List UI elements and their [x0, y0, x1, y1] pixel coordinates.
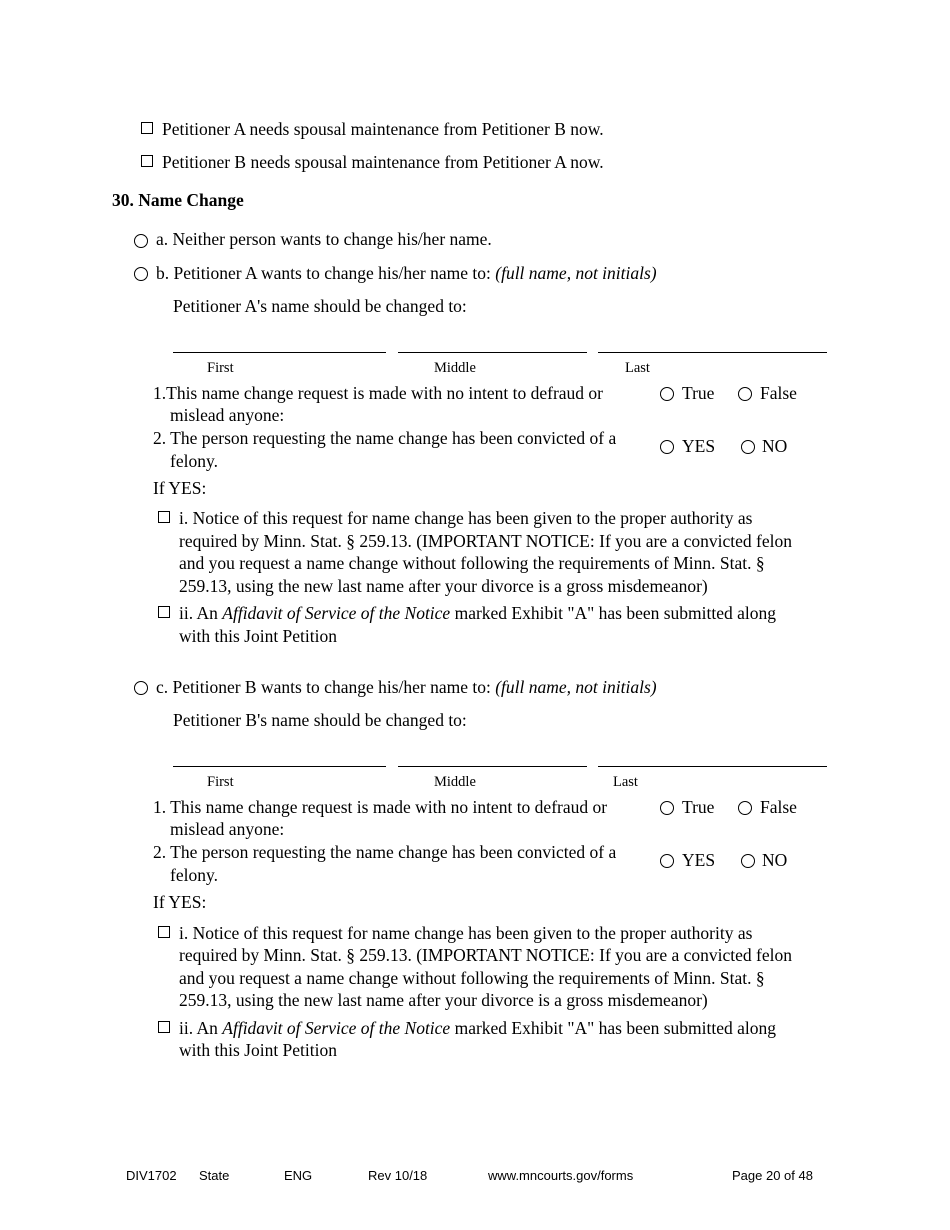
b-q2-yes-radio[interactable] [660, 854, 674, 868]
petitioner-b-first-field[interactable] [173, 766, 386, 767]
b-q1-false-radio[interactable] [738, 801, 752, 815]
b-affidavit-line1: ii. An Affidavit of Service of the Notice marked Exhibit "A" has been submitted along [179, 1018, 777, 1038]
footer-language: ENG [284, 1168, 313, 1183]
a-affidavit-checkbox[interactable] [158, 606, 170, 618]
option-c-radio[interactable] [134, 681, 148, 695]
maintenance-a-checkbox[interactable] [141, 122, 153, 134]
b-q1-true-radio[interactable] [660, 801, 674, 815]
option-a-radio[interactable] [134, 234, 148, 248]
b-affidavit-checkbox[interactable] [158, 1021, 170, 1033]
b-notice-checkbox[interactable] [158, 926, 170, 938]
name-change-heading: 30. Name Change [112, 190, 244, 210]
a-notice-line2: required by Minn. Stat. § 259.13. (IMPORTANT NOTICE: If you are a convicted felon [179, 531, 793, 551]
a-q2-no-label: NO [762, 436, 788, 456]
a-affidavit-line1: ii. An Affidavit of Service of the Notice marked Exhibit "A" has been submitted along [179, 603, 777, 623]
a-q2-yes-label: YES [682, 436, 716, 456]
footer-page-number: Page 20 of 48 [732, 1168, 813, 1183]
b-q1-false-label: False [760, 797, 797, 817]
b-notice-line4: 259.13, using the new last name after your divorce is a gross misdemeanor) [179, 990, 708, 1010]
a-if-yes-label: If YES: [153, 478, 207, 498]
footer-state: State [199, 1168, 230, 1183]
b-q2-line2: felony. [170, 865, 218, 885]
b-q1-line1: 1. This name change request is made with no intent to defraud or [153, 797, 608, 817]
b-q1-true-label: True [682, 797, 715, 817]
b-q2-yes-label: YES [682, 850, 716, 870]
petitioner-a-last-field[interactable] [598, 352, 827, 353]
petitioner-a-middle-field[interactable] [398, 352, 587, 353]
b-notice-line2: required by Minn. Stat. § 259.13. (IMPORTANT NOTICE: If you are a convicted felon [179, 945, 793, 965]
a-q2-yes-radio[interactable] [660, 440, 674, 454]
option-c-label: c. Petitioner B wants to change his/her name to: (full name, not initials) [156, 677, 657, 697]
maintenance-b-label: Petitioner B needs spousal maintenance from Petitioner A now. [162, 152, 604, 172]
b-notice-line3: and you request a name change without following the requirements of Minn. Stat. § [179, 968, 765, 988]
b-if-yes-label: If YES: [153, 892, 207, 912]
b-affidavit-line2: with this Joint Petition [179, 1040, 338, 1060]
maintenance-a-label: Petitioner A needs spousal maintenance from Petitioner B now. [162, 119, 604, 139]
a-q1-line1: 1.This name change request is made with no intent to defraud or [153, 383, 604, 403]
last-label: Last [625, 360, 650, 376]
a-q2-line1: 2. The person requesting the name change has been convicted of a [153, 428, 617, 448]
b-notice-line1: i. Notice of this request for name change has been given to the proper authority as [179, 923, 753, 943]
option-b-radio[interactable] [134, 267, 148, 281]
a-notice-line4: 259.13, using the new last name after your divorce is a gross misdemeanor) [179, 576, 708, 596]
a-q1-false-radio[interactable] [738, 387, 752, 401]
a-notice-checkbox[interactable] [158, 511, 170, 523]
a-notice-line3: and you request a name change without following the requirements of Minn. Stat. § [179, 553, 765, 573]
maintenance-b-checkbox[interactable] [141, 155, 153, 167]
middle-label: Middle [434, 774, 476, 790]
a-notice-line1: i. Notice of this request for name change has been given to the proper authority as [179, 508, 753, 528]
last-label: Last [613, 774, 638, 790]
a-q1-true-label: True [682, 383, 715, 403]
petitioner-b-should-label: Petitioner B's name should be changed to: [173, 710, 467, 730]
b-q2-no-label: NO [762, 850, 788, 870]
footer-url: www.mncourts.gov/forms [488, 1168, 634, 1183]
option-b-label: b. Petitioner A wants to change his/her name to: (full name, not initials) [156, 263, 657, 283]
middle-label: Middle [434, 360, 476, 376]
a-q2-no-radio[interactable] [741, 440, 755, 454]
footer-form-id: DIV1702 [126, 1168, 177, 1183]
a-q1-false-label: False [760, 383, 797, 403]
first-label: First [207, 774, 234, 790]
a-q1-line2: mislead anyone: [170, 405, 285, 425]
petitioner-b-middle-field[interactable] [398, 766, 587, 767]
a-q1-true-radio[interactable] [660, 387, 674, 401]
option-a-label: a. Neither person wants to change his/her name. [156, 229, 492, 249]
b-q2-line1: 2. The person requesting the name change has been convicted of a [153, 842, 617, 862]
a-q2-line2: felony. [170, 451, 218, 471]
b-q1-line2: mislead anyone: [170, 819, 285, 839]
a-affidavit-line2: with this Joint Petition [179, 626, 338, 646]
petitioner-a-should-label: Petitioner A's name should be changed to: [173, 296, 467, 316]
petitioner-b-last-field[interactable] [598, 766, 827, 767]
petitioner-a-first-field[interactable] [173, 352, 386, 353]
footer-revision: Rev 10/18 [368, 1168, 428, 1183]
b-q2-no-radio[interactable] [741, 854, 755, 868]
first-label: First [207, 360, 234, 376]
